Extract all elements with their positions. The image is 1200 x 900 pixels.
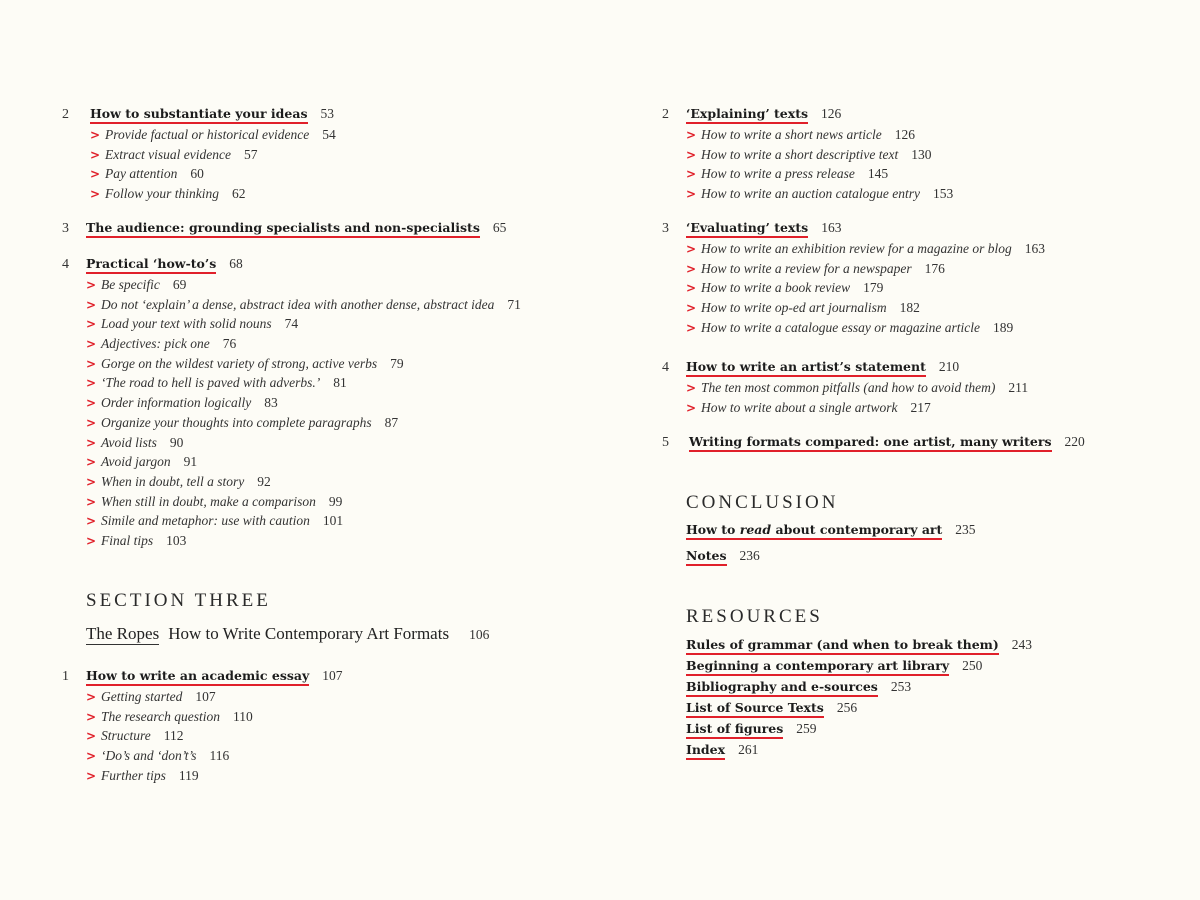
subsection-label: Avoid jargon xyxy=(101,454,171,470)
page-number: 112 xyxy=(163,728,184,744)
subsection-item[interactable] xyxy=(86,533,521,553)
subsection-label: Final tips xyxy=(101,532,154,548)
chevron-right-icon: > xyxy=(86,729,97,744)
resources-list xyxy=(686,637,1032,763)
subsection-label: ‘The road to hell is paved with adverbs.’ xyxy=(101,375,321,391)
subsection-item[interactable] xyxy=(686,400,1028,420)
page-number: 145 xyxy=(867,166,889,182)
chevron-right-icon: > xyxy=(86,356,97,371)
page-number: 60 xyxy=(190,166,204,182)
page-number: 126 xyxy=(821,106,842,121)
chevron-right-icon: > xyxy=(86,278,97,292)
chapter xyxy=(62,668,343,787)
page-number: 69 xyxy=(172,277,187,292)
subsection-label: How to write a catalogue essay or magazine article xyxy=(701,319,980,335)
chevron-right-icon: > xyxy=(86,749,97,764)
chevron-right-icon: > xyxy=(86,533,97,548)
subsection-item[interactable] xyxy=(86,277,521,297)
conclusion-entry xyxy=(686,548,976,569)
page-number: 130 xyxy=(911,146,932,162)
chevron-right-icon: > xyxy=(686,147,697,162)
subsection-label: How to write an auction catalogue entry xyxy=(701,186,920,202)
page-number: 243 xyxy=(1011,637,1033,652)
subsection-item[interactable] xyxy=(90,186,336,206)
chapter-title-link[interactable]: ‘Explaining’ texts xyxy=(686,106,808,124)
subsection-item[interactable] xyxy=(86,748,343,768)
chevron-right-icon: > xyxy=(86,415,97,430)
page-number: 256 xyxy=(836,700,858,715)
chapter-title-link[interactable]: ‘Evaluating’ texts xyxy=(686,220,808,238)
chapter-title-link[interactable]: Writing formats compared: one artist, many writers xyxy=(689,434,1052,452)
subsection-label: Getting started xyxy=(101,689,183,704)
conclusion-heading: CONCLUSION xyxy=(686,492,839,513)
subsection-label: Simile and metaphor: use with caution xyxy=(101,513,310,529)
subsection-label: The ten most common pitfalls (and how to avoid them) xyxy=(701,380,996,395)
chapter-number: 1 xyxy=(62,669,69,684)
page-number: 54 xyxy=(322,127,336,142)
subsection-item[interactable] xyxy=(686,280,1045,300)
subsection-item[interactable] xyxy=(86,768,343,788)
subsection-list xyxy=(62,277,521,553)
page-number: 91 xyxy=(183,454,198,470)
page-number: 99 xyxy=(328,493,343,509)
resource-entry xyxy=(686,700,1032,721)
chevron-right-icon: > xyxy=(686,242,697,256)
chevron-right-icon: > xyxy=(86,376,97,391)
page-number: 176 xyxy=(924,260,945,276)
subsection-label: Follow your thinking xyxy=(105,186,219,202)
subsection-item[interactable] xyxy=(90,127,336,147)
page-number: 179 xyxy=(863,280,884,296)
page-number: 220 xyxy=(1064,434,1085,449)
page-number: 236 xyxy=(739,548,760,563)
subsection-label: How to write a short descriptive text xyxy=(701,146,899,162)
subsection-item[interactable] xyxy=(86,415,521,435)
page-number: 210 xyxy=(938,359,960,374)
section-name-link[interactable]: The Ropes xyxy=(86,624,160,643)
chevron-right-icon: > xyxy=(686,187,697,202)
chapter-title-link[interactable]: The audience: grounding specialists and non-specialists xyxy=(86,220,480,238)
subsection-label: Structure xyxy=(101,728,151,744)
chevron-right-icon: > xyxy=(86,297,97,312)
subsection-label: When in doubt, tell a story xyxy=(101,473,245,489)
page-number: 92 xyxy=(257,473,271,489)
page-number: 189 xyxy=(992,319,1014,335)
chevron-right-icon: > xyxy=(686,128,697,142)
resource-title-link[interactable]: Index xyxy=(686,742,725,760)
chevron-right-icon: > xyxy=(86,514,97,529)
subsection-label: Organize your thoughts into complete paragraphs xyxy=(101,414,372,430)
chapter xyxy=(662,220,1045,339)
page-number: 182 xyxy=(899,300,920,316)
subsection-label: Be specific xyxy=(101,277,160,292)
subsection-label: The research question xyxy=(101,708,220,724)
subsection-label: How to write a review for a newspaper xyxy=(701,260,912,276)
chevron-right-icon: > xyxy=(86,474,97,489)
chapter xyxy=(662,359,1028,419)
subsection-label: ‘Do’s and ‘don’t’s xyxy=(101,748,197,764)
subsection-item[interactable] xyxy=(86,513,521,533)
chevron-right-icon: > xyxy=(86,337,97,352)
chapter xyxy=(662,106,953,206)
page-number: 87 xyxy=(384,414,399,430)
subsection-item[interactable] xyxy=(86,454,521,474)
conclusion-list xyxy=(686,522,976,569)
subsection-label: When still in doubt, make a comparison xyxy=(101,493,316,509)
conclusion-entry xyxy=(686,522,976,548)
subsection-label: How to write a book review xyxy=(701,280,851,296)
subsection-item[interactable] xyxy=(86,336,521,356)
page-number: 65 xyxy=(492,220,507,235)
chapter-heading xyxy=(662,106,953,127)
subsection-item[interactable] xyxy=(686,147,953,167)
subsection-item[interactable] xyxy=(86,316,521,336)
chapter-number: 4 xyxy=(662,360,669,375)
resource-entry xyxy=(686,637,1032,658)
subsection-item[interactable] xyxy=(86,689,343,709)
chapter-title-link[interactable]: Practical ‘how-to’s xyxy=(86,256,216,274)
subsection-label: Gorge on the wildest variety of strong, active verbs xyxy=(101,355,378,371)
subsection-label: How to write a short news article xyxy=(701,127,882,142)
chapter xyxy=(62,106,336,206)
chapter-number: 3 xyxy=(62,221,69,236)
conclusion-title-link[interactable]: How to read about contemporary art xyxy=(686,522,942,540)
subsection-item[interactable] xyxy=(686,261,1045,281)
chevron-right-icon: > xyxy=(86,494,97,509)
page-number: 116 xyxy=(209,748,230,764)
subsection-label: Adjectives: pick one xyxy=(101,336,210,352)
subsection-item[interactable] xyxy=(86,435,521,455)
chevron-right-icon: > xyxy=(86,317,97,332)
subsection-item[interactable] xyxy=(86,728,343,748)
chevron-right-icon: > xyxy=(86,396,97,411)
chapter-heading xyxy=(62,256,521,277)
page-number: 71 xyxy=(507,296,521,312)
page-number: 79 xyxy=(390,355,404,371)
subsection-item[interactable] xyxy=(86,709,343,729)
section-heading: SECTION THREE xyxy=(86,590,271,611)
page-number: 90 xyxy=(169,434,184,450)
chevron-right-icon: > xyxy=(686,261,697,276)
subsection-label: How to write about a single artwork xyxy=(701,399,898,415)
subsection-item[interactable] xyxy=(686,300,1045,320)
chapter-heading xyxy=(662,434,1085,455)
resources-heading: RESOURCES xyxy=(686,606,823,627)
page-number: 119 xyxy=(178,767,199,783)
chevron-right-icon: > xyxy=(86,768,97,783)
section-title xyxy=(86,624,489,645)
page-number: 107 xyxy=(322,668,343,683)
section-subtitle: How to Write Contemporary Art Formats xyxy=(168,624,450,643)
subsection-item[interactable] xyxy=(90,166,336,186)
page-number: 163 xyxy=(821,220,842,235)
resource-title-link[interactable]: List of Source Texts xyxy=(686,700,824,718)
page-number: 211 xyxy=(1008,380,1029,395)
chevron-right-icon: > xyxy=(86,435,97,450)
subsection-item[interactable] xyxy=(86,474,521,494)
chapter-number: 4 xyxy=(62,257,69,272)
page-number: 53 xyxy=(320,106,334,121)
chevron-right-icon: > xyxy=(90,147,101,162)
chevron-right-icon: > xyxy=(686,400,697,415)
page-number: 81 xyxy=(333,375,347,391)
page-number: 68 xyxy=(229,256,243,271)
subsection-item[interactable] xyxy=(686,380,1028,400)
chapter-number: 2 xyxy=(62,107,69,122)
page-number: 106 xyxy=(469,627,490,642)
subsection-item[interactable] xyxy=(86,494,521,514)
subsection-label: Do not ‘explain’ a dense, abstract idea with another dense, abstract idea xyxy=(101,296,495,312)
chevron-right-icon: > xyxy=(686,301,697,316)
resource-title-link[interactable]: Rules of grammar (and when to break them) xyxy=(686,637,999,655)
page-number: 163 xyxy=(1024,241,1045,256)
subsection-list xyxy=(62,689,343,787)
subsection-label: Pay attention xyxy=(105,166,178,182)
chevron-right-icon: > xyxy=(86,709,97,724)
chapter-heading xyxy=(62,220,506,241)
subsection-label: How to write a press release xyxy=(701,166,855,182)
page-number: 76 xyxy=(222,336,237,352)
subsection-item[interactable] xyxy=(86,375,521,395)
chapter xyxy=(62,256,521,553)
chapter-title-link[interactable]: How to substantiate your ideas xyxy=(90,106,308,124)
page-number: 107 xyxy=(195,689,216,704)
page-number: 62 xyxy=(232,186,246,202)
chapter-heading xyxy=(662,359,1028,380)
chapter-number: 2 xyxy=(662,107,669,122)
subsection-item[interactable] xyxy=(86,297,521,317)
page-number: 253 xyxy=(890,679,912,694)
subsection-label: Order information logically xyxy=(101,395,252,411)
subsection-label: How to write op-ed art journalism xyxy=(701,300,887,316)
resource-title-link[interactable]: Beginning a contemporary art library xyxy=(686,658,949,676)
notes-link[interactable]: Notes xyxy=(686,548,727,566)
subsection-list xyxy=(662,241,1045,339)
subsection-item[interactable] xyxy=(686,241,1045,261)
chevron-right-icon: > xyxy=(686,381,697,395)
page-number: 259 xyxy=(796,721,817,736)
resource-entry xyxy=(686,742,1032,763)
subsection-label: Extract visual evidence xyxy=(105,146,231,162)
page-number: 83 xyxy=(264,395,278,411)
subsection-item[interactable] xyxy=(86,395,521,415)
chapter xyxy=(62,220,506,241)
subsection-label: Further tips xyxy=(101,767,166,783)
subsection-item[interactable] xyxy=(686,127,953,147)
page-number: 74 xyxy=(284,316,299,332)
chapter-heading xyxy=(62,106,336,127)
page-number: 217 xyxy=(910,399,931,415)
chevron-right-icon: > xyxy=(686,320,697,335)
chapter-title-link[interactable]: How to write an artist’s statement xyxy=(686,359,926,377)
chapter-number: 3 xyxy=(662,221,669,236)
resource-entry xyxy=(686,679,1032,700)
chevron-right-icon: > xyxy=(86,690,97,704)
subsection-label: How to write an exhibition review for a magazine or blog xyxy=(701,241,1012,256)
chevron-right-icon: > xyxy=(86,455,97,470)
subsection-item[interactable] xyxy=(686,166,953,186)
subsection-list xyxy=(62,127,336,206)
subsection-list xyxy=(662,380,1028,419)
page-number: 153 xyxy=(932,186,954,202)
page-number: 103 xyxy=(166,532,187,548)
subsection-item[interactable] xyxy=(86,356,521,376)
subsection-label: Provide factual or historical evidence xyxy=(105,127,310,142)
chapter-heading xyxy=(62,668,343,689)
chevron-right-icon: > xyxy=(90,128,101,142)
page-number: 261 xyxy=(738,742,759,757)
subsection-list xyxy=(662,127,953,206)
page-number: 126 xyxy=(894,127,916,142)
chapter xyxy=(662,434,1085,455)
chapter-number: 5 xyxy=(662,435,669,450)
chevron-right-icon: > xyxy=(686,281,697,296)
subsection-item[interactable] xyxy=(686,320,1045,340)
subsection-item[interactable] xyxy=(686,186,953,206)
resource-title-link[interactable]: List of figures xyxy=(686,721,783,739)
page-number: 250 xyxy=(962,658,983,673)
chapter-heading xyxy=(662,220,1045,241)
page-number: 110 xyxy=(232,708,253,724)
resource-entry xyxy=(686,658,1032,679)
subsection-label: Avoid lists xyxy=(101,434,157,450)
resource-title-link[interactable]: Bibliography and e-sources xyxy=(686,679,878,697)
resource-entry xyxy=(686,721,1032,742)
subsection-item[interactable] xyxy=(90,147,336,167)
chapter-title-link[interactable]: How to write an academic essay xyxy=(86,668,309,686)
page-number: 235 xyxy=(955,522,976,537)
page-number: 57 xyxy=(243,146,258,162)
chevron-right-icon: > xyxy=(686,167,697,182)
page-number: 101 xyxy=(322,513,344,529)
subsection-label: Load your text with solid nouns xyxy=(101,316,272,332)
chevron-right-icon: > xyxy=(90,187,101,202)
chevron-right-icon: > xyxy=(90,167,101,182)
